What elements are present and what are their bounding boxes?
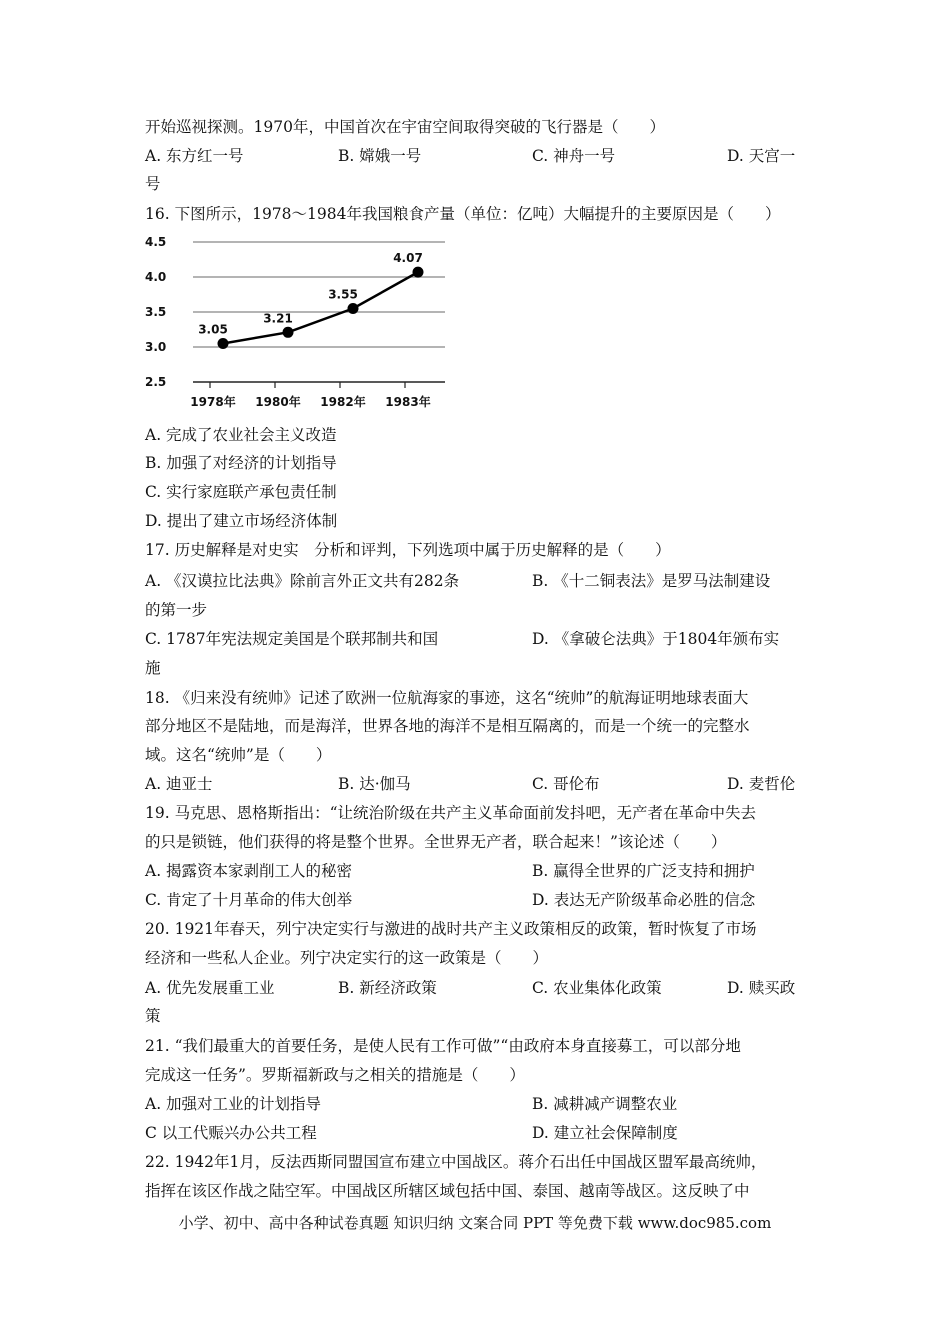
q22-stem-line1: 22. 1942年1月，反法西斯同盟国宣布建立中国战区。蒋介石出任中国战区盟军最高统帅，	[145, 1153, 767, 1171]
q15-option-c: C. 神舟一号	[532, 147, 616, 165]
q17-option-d: D. 《拿破仑法典》于1804年颁布实	[532, 630, 780, 648]
chart-x-tick-label: 1978年	[190, 395, 236, 409]
q18-option-d: D. 麦哲伦	[727, 775, 796, 793]
chart-data-point	[283, 327, 294, 338]
chart-data-point	[348, 303, 359, 314]
chart-y-tick-label: 4.0	[145, 270, 167, 284]
q18-option-a: A. 迪亚士	[145, 775, 213, 793]
page-footer: 小学、初中、高中各种试卷真题 知识归纳 文案合同 PPT 等免费下载 www.doc985.com	[178, 1214, 772, 1232]
q21-option-d: D. 建立社会保障制度	[532, 1124, 678, 1142]
q18-stem-line1: 18. 《归来没有统帅》记述了欧洲一位航海家的事迹，这名“统帅”的航海证明地球表面大	[145, 689, 749, 707]
q20-stem-line2: 经济和一些私人企业。列宁决定实行的这一政策是（ ）	[145, 949, 549, 967]
chart-data-point	[413, 267, 424, 278]
q15-option-d-wrap: 号	[145, 175, 161, 193]
grain-output-chart	[145, 232, 455, 412]
chart-data-label: 4.07	[393, 251, 423, 266]
q21-option-b: B. 减耕减产调整农业	[532, 1095, 678, 1113]
q21-stem-line2: 完成这一任务”。罗斯福新政与之相关的措施是（ ）	[145, 1066, 525, 1084]
q18-option-b: B. 达·伽马	[338, 775, 411, 793]
q19-option-a: A. 揭露资本家剥削工人的秘密	[145, 862, 353, 880]
q15-option-d: D. 天宫一	[727, 147, 796, 165]
q22-stem-line2: 指挥在该区作战之陆空军。中国战区所辖区域包括中国、泰国、越南等战区。这反映了中	[145, 1182, 750, 1200]
q15-option-a: A. 东方红一号	[145, 147, 244, 165]
q16-option-c: C. 实行家庭联产承包责任制	[145, 483, 337, 501]
q16-option-d: D. 提出了建立市场经济体制	[145, 512, 338, 530]
q18-stem-line3: 域。这名“统帅”是（ ）	[145, 746, 332, 764]
q19-option-b: B. 赢得全世界的广泛支持和拥护	[532, 862, 755, 880]
q20-option-b: B. 新经济政策	[338, 979, 437, 997]
q19-stem-line1: 19. 马克思、恩格斯指出：“让统治阶级在共产主义革命面前发抖吧，无产者在革命中失去	[145, 804, 757, 822]
q17-option-d-wrap: 施	[145, 659, 161, 677]
q19-stem-line2: 的只是锁链，他们获得的将是整个世界。全世界无产者，联合起来！”该论述（ ）	[145, 833, 727, 851]
chart-y-tick-label: 2.5	[145, 375, 167, 389]
q15-option-b: B. 嫦娥一号	[338, 147, 422, 165]
chart-data-point	[218, 338, 229, 349]
q20-option-d: D. 赎买政	[727, 979, 796, 997]
q20-option-d-wrap: 策	[145, 1007, 161, 1025]
q20-stem-line1: 20. 1921年春天，列宁决定实行与激进的战时共产主义政策相反的政策，暂时恢复了市场	[145, 920, 757, 938]
q21-option-c: C 以工代赈兴办公共工程	[145, 1124, 317, 1142]
q20-option-c: C. 农业集体化政策	[532, 979, 662, 997]
q19-option-c: C. 肯定了十月革命的伟大创举	[145, 891, 353, 909]
q16-option-a: A. 完成了农业社会主义改造	[145, 426, 337, 444]
chart-x-tick-label: 1980年	[255, 395, 301, 409]
chart-series-line	[223, 272, 418, 343]
q21-stem-line1: 21. “我们最重大的首要任务，是使人民有工作可做”“由政府本身直接募工，可以部分地	[145, 1037, 741, 1055]
q17-stem: 17. 历史解释是对史实 分析和评判，下列选项中属于历史解释的是（ ）	[145, 541, 671, 559]
q16-option-b: B. 加强了对经济的计划指导	[145, 454, 337, 472]
q19-option-d: D. 表达无产阶级革命必胜的信念	[532, 891, 756, 909]
q16-stem: 16. 下图所示，1978～1984年我国粮食产量（单位：亿吨）大幅提升的主要原因是（ ）	[145, 205, 781, 223]
chart-y-tick-label: 4.5	[145, 235, 167, 249]
chart-data-label: 3.55	[328, 287, 358, 302]
chart-x-tick-label: 1982年	[320, 395, 366, 409]
chart-y-tick-label: 3.5	[145, 305, 167, 319]
q17-option-a: A. 《汉谟拉比法典》除前言外正文共有282条	[145, 572, 460, 590]
chart-data-label: 3.05	[198, 322, 228, 337]
q15-stem-tail: 开始巡视探测。1970年，中国首次在宇宙空间取得突破的飞行器是（ ）	[145, 118, 665, 136]
q17-option-b: B. 《十二铜表法》是罗马法制建设	[532, 572, 771, 590]
q20-option-a: A. 优先发展重工业	[145, 979, 275, 997]
chart-x-tick-label: 1983年	[385, 395, 431, 409]
q17-option-b-wrap: 的第一步	[145, 601, 208, 619]
chart-data-label: 3.21	[263, 311, 293, 326]
chart-y-ticks	[145, 235, 166, 389]
q18-stem-line2: 部分地区不是陆地，而是海洋，世界各地的海洋不是相互隔离的，而是一个统一的完整水	[145, 717, 750, 735]
q17-option-c: C. 1787年宪法规定美国是个联邦制共和国	[145, 630, 439, 648]
chart-y-tick-label: 3.0	[145, 340, 167, 354]
q21-option-a: A. 加强对工业的计划指导	[145, 1095, 322, 1113]
q18-option-c: C. 哥伦布	[532, 775, 600, 793]
